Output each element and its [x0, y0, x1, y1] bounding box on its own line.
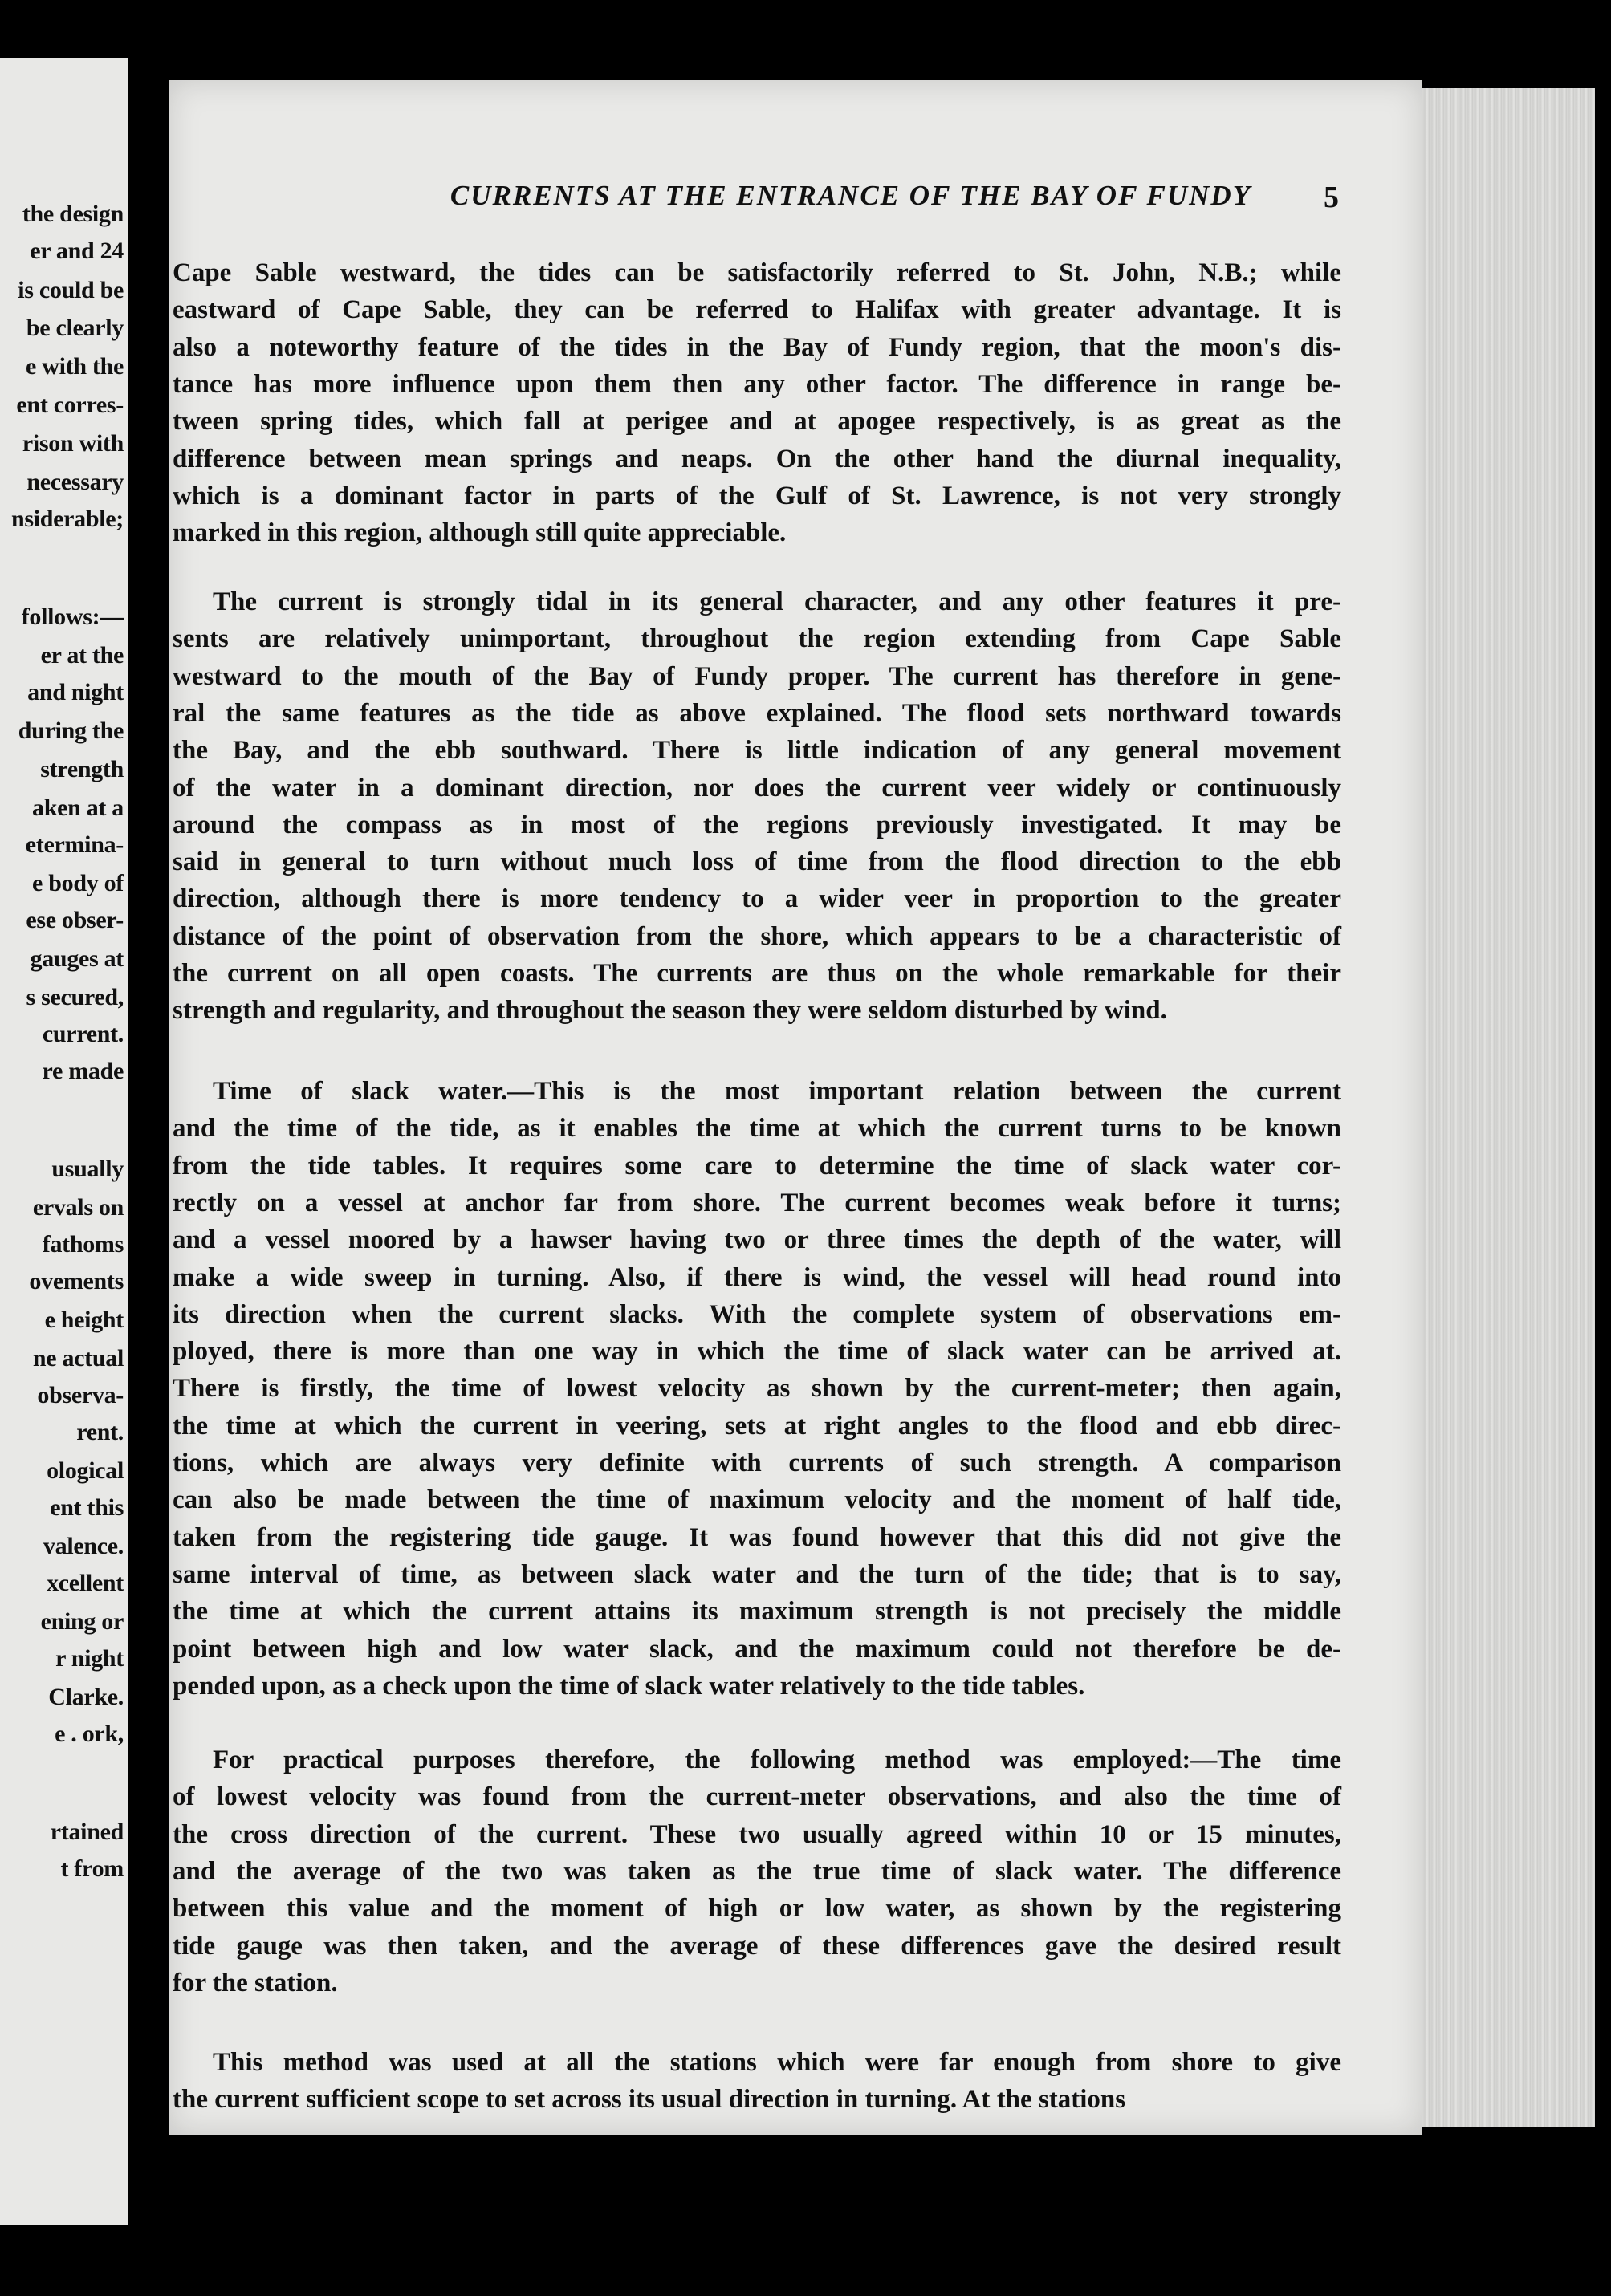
main-page: [169, 80, 1422, 2135]
left-page-fragment-line: ent this: [50, 1494, 124, 1521]
left-page-fragment-line: ovements: [29, 1268, 124, 1294]
text-line: make a wide sweep in turning. Also, if there is wind, the vessel will head round into: [173, 1262, 1341, 1292]
left-page-fragment-line: s secured,: [26, 984, 124, 1010]
text-line: around the compass as in most of the regions previously investigated. It may be: [173, 810, 1341, 839]
left-page-fragment-line: observa-: [37, 1382, 124, 1408]
left-page-fragment-line: rent.: [76, 1419, 124, 1445]
running-title: CURRENTS AT THE ENTRANCE OF THE BAY OF FUNDY: [450, 180, 1252, 211]
text-line: said in general to turn without much loss of time from the flood direction to the ebb: [173, 847, 1341, 877]
left-page-fragment-line: aken at a: [32, 794, 124, 821]
left-page-fragment-line: e with the: [26, 353, 124, 380]
text-line: For practical purposes therefore, the following method was employed:—The time: [213, 1745, 1341, 1774]
left-page-fragment-line: e body of: [32, 870, 124, 896]
text-line: the Bay, and the ebb southward. There is little indication of any general movement: [173, 736, 1341, 766]
left-page-fragment-line: e . ork,: [55, 1721, 124, 1747]
text-line: taken from the registering tide gauge. It was found however that this did not give the: [173, 1522, 1341, 1552]
text-line: marked in this region, although still quite appreciable.: [173, 518, 787, 548]
text-line: ral the same features as the tide as above explained. The flood sets northward towards: [173, 698, 1341, 728]
text-line: and the time of the tide, as it enables the time at which the current turns to be known: [173, 1114, 1341, 1144]
text-line: the cross direction of the current. These two usually agreed within 10 or 15 minutes,: [173, 1819, 1341, 1849]
scan-speck: [835, 24, 844, 35]
text-line: and a vessel moored by a hawser having two or three times the depth of the water, will: [173, 1225, 1341, 1255]
text-line: difference between mean springs and neaps. On the other hand the diurnal inequality,: [173, 444, 1341, 473]
text-line: its direction when the current slacks. With the complete system of observations em-: [173, 1299, 1341, 1329]
left-page-fragment-line: etermina-: [25, 831, 124, 858]
text-line: point between high and low water slack, and the maximum could not therefore be de-: [173, 1634, 1341, 1664]
left-page-fragment-line: the design: [22, 201, 124, 227]
left-page-fragment-line: t from: [60, 1855, 124, 1882]
text-line: for the station.: [173, 1968, 338, 1997]
text-line: The current is strongly tidal in its general character, and any other features it pre-: [213, 587, 1341, 616]
left-page-fragment-line: rtained: [50, 1819, 124, 1845]
text-line: from the tide tables. It requires some care to determine the time of slack water cor-: [173, 1151, 1341, 1181]
left-page-fragment-line: strength: [40, 756, 124, 782]
left-page-fragment-line: rison with: [22, 430, 124, 457]
text-line: tide gauge was then taken, and the average of these differences gave the desired result: [173, 1931, 1341, 1961]
text-line: also a noteworthy feature of the tides in the Bay of Fundy region, that the moon's dis-: [173, 332, 1341, 362]
text-line: strength and regularity, and throughout the season they were seldom disturbed by wind.: [173, 996, 1167, 1026]
text-line: between this value and the moment of high or low water, as shown by the registering: [173, 1894, 1341, 1924]
left-page-fragment-line: ervals on: [32, 1194, 124, 1221]
left-page-fragment-line: er and 24: [30, 238, 124, 264]
text-line: Cape Sable westward, the tides can be satisfactorily referred to St. John, N.B.; while: [173, 258, 1341, 287]
left-page-fragment-line: is could be: [18, 277, 124, 303]
text-line: There is firstly, the time of lowest velocity as shown by the current-meter; then again,: [173, 1374, 1341, 1404]
text-line: direction, although there is more tendency to a wider veer in proportion to the greater: [173, 884, 1341, 914]
left-page-fragment-line: ne actual: [32, 1345, 124, 1372]
page-edges: [1422, 88, 1595, 2127]
left-page-fragment-line: xcellent: [47, 1570, 124, 1596]
text-line: rectly on a vessel at anchor far from shore. The current becomes weak before it turns;: [173, 1188, 1341, 1217]
text-line: pended upon, as a check upon the time of slack water relatively to the tide tables.: [173, 1671, 1085, 1701]
left-page-fragment-line: current.: [42, 1021, 124, 1047]
left-page-fragment-line: during the: [18, 717, 124, 744]
text-line: and the average of the two was taken as the true time of slack water. The difference: [173, 1856, 1341, 1886]
left-page-fragment-line: ological: [47, 1457, 124, 1484]
text-line: Time of slack water.—This is the most important relation between the current: [213, 1077, 1341, 1106]
left-page-fragment-line: ening or: [40, 1608, 124, 1635]
text-line: tance has more influence upon them then any other factor. The difference in range be-: [173, 369, 1341, 399]
text-line: This method was used at all the stations which were far enough from shore to give: [213, 2048, 1341, 2077]
left-page-fragment-line: necessary: [26, 469, 124, 495]
text-line: tween spring tides, which fall at perigee and at apogee respectively, is as great as the: [173, 407, 1341, 437]
text-line: can also be made between the time of maximum velocity and the moment of half tide,: [173, 1485, 1341, 1515]
left-page-fragment-line: Clarke.: [48, 1684, 124, 1710]
text-line: same interval of time, as between slack water and the turn of the tide; that is to say,: [173, 1559, 1341, 1589]
text-line: tions, which are always very definite with currents of such strength. A comparison: [173, 1449, 1341, 1477]
page-number: 5: [1324, 181, 1339, 214]
text-line: of the water in a dominant direction, nor does the current veer widely or continuously: [173, 773, 1341, 803]
text-line: which is a dominant factor in parts of the Gulf of St. Lawrence, is not very strongly: [173, 481, 1341, 510]
left-page-fragment-line: and night: [27, 679, 124, 705]
left-page-fragment-line: ent corres-: [16, 392, 124, 418]
left-page-fragment-line: follows:—: [21, 603, 124, 630]
left-page-fragment-line: be clearly: [26, 315, 124, 341]
text-line: distance of the point of observation from the shore, which appears to be a characteristic of: [173, 921, 1341, 951]
left-page-fragment-line: ese obser-: [26, 907, 124, 933]
text-line: the current sufficient scope to set across its usual direction in turning. At the stations: [173, 2085, 1126, 2115]
scan-speck: [946, 55, 957, 66]
left-page-fragment-line: e height: [44, 1306, 124, 1333]
text-line: sents are relatively unimportant, throughout the region extending from Cape Sable: [173, 624, 1341, 654]
left-page-fragment: [0, 58, 128, 2225]
text-line: the time at which the current attains its maximum strength is not precisely the middle: [173, 1597, 1341, 1627]
left-page-fragment-line: r night: [55, 1645, 124, 1672]
left-page-fragment-line: gauges at: [30, 945, 124, 972]
left-page-fragment-line: er at the: [40, 642, 124, 668]
text-line: eastward of Cape Sable, they can be referred to Halifax with greater advantage. It is: [173, 295, 1341, 325]
text-line: the current on all open coasts. The currents are thus on the whole remarkable for their: [173, 959, 1341, 988]
left-page-fragment-line: nsiderable;: [10, 506, 124, 532]
book-gutter: [128, 0, 169, 2296]
text-line: the time at which the current in veering, sets at right angles to the flood and ebb direc-: [173, 1411, 1341, 1441]
left-page-fragment-line: usually: [51, 1156, 124, 1182]
text-line: westward to the mouth of the Bay of Fundy proper. The current has therefore in gene-: [173, 661, 1341, 691]
left-page-fragment-line: fathoms: [42, 1231, 124, 1258]
left-page-fragment-line: re made: [42, 1058, 124, 1084]
text-line: ployed, there is more than one way in which the time of slack water can be arrived at.: [173, 1337, 1341, 1367]
text-line: of lowest velocity was found from the current-meter observations, and also the time of: [173, 1782, 1341, 1812]
left-page-fragment-line: valence.: [43, 1533, 124, 1559]
